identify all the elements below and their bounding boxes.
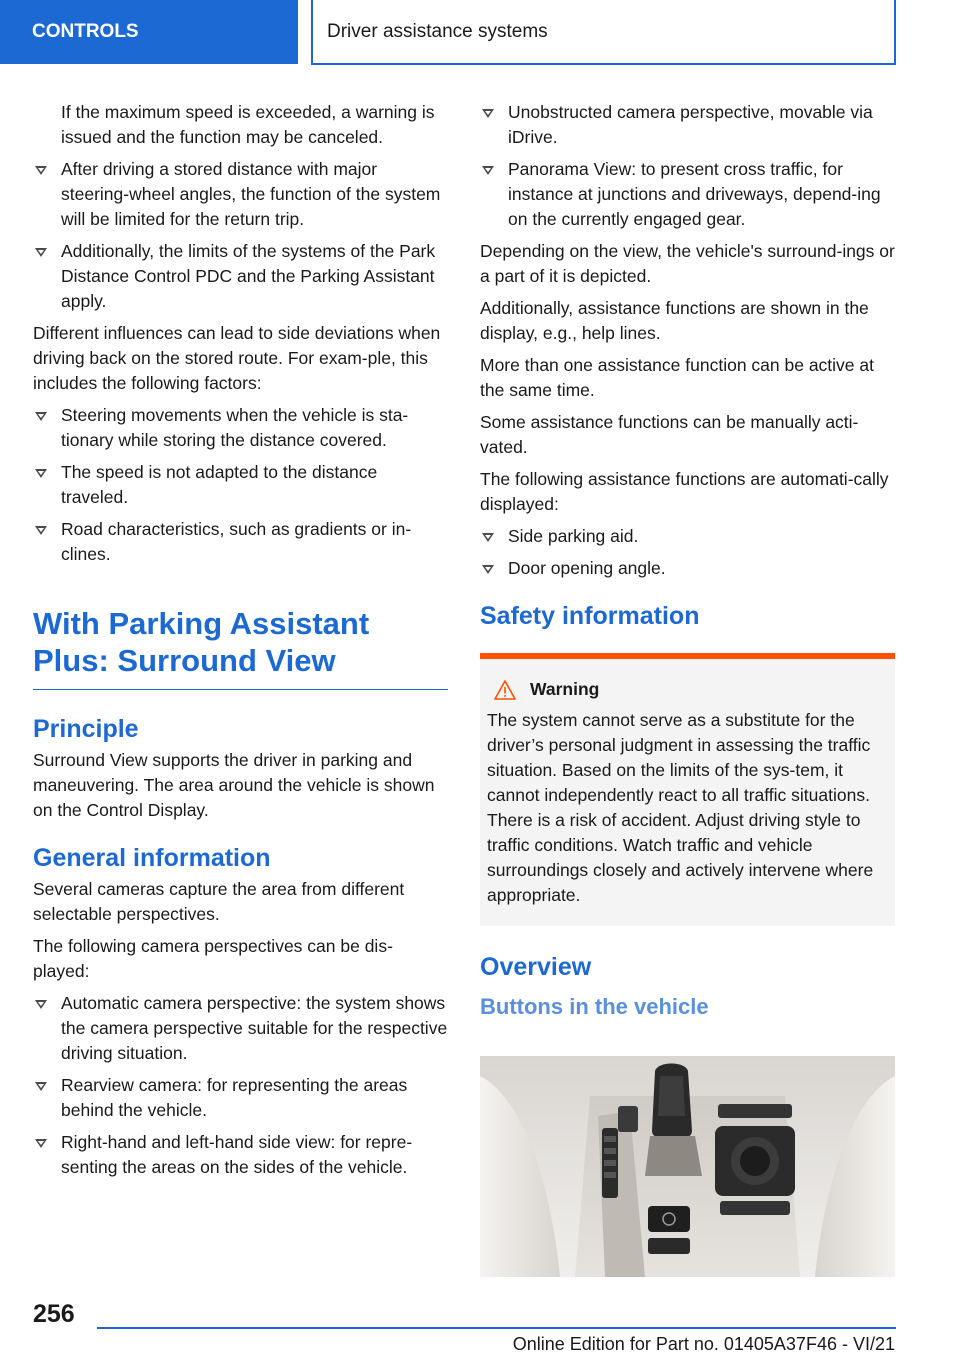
center-console-image (480, 1056, 895, 1277)
bullet-list (33, 403, 448, 567)
triangle-bullet-icon (35, 1000, 47, 1009)
paragraph: The following assistance functions are automati‐cally displayed: (480, 469, 889, 514)
triangle-bullet-icon (35, 166, 47, 175)
page-number: 256 (33, 1300, 75, 1328)
list-item: Road characteristics, such as gradients or in‐clines. (33, 517, 448, 567)
triangle-bullet-icon (482, 109, 494, 118)
warning-box (480, 653, 895, 926)
triangle-bullet-icon (35, 1082, 47, 1091)
center-console-illustration (480, 1056, 895, 1277)
buttons-heading: Buttons in the vehicle (480, 994, 709, 1019)
triangle-bullet-icon (35, 248, 47, 257)
section-tab: CONTROLS (0, 0, 298, 64)
safety-heading: Safety information (480, 602, 700, 630)
triangle-bullet-icon (482, 533, 494, 542)
bullet-list (33, 991, 448, 1180)
bullet-list (33, 157, 448, 314)
paragraph: Several cameras capture the area from different selectable perspectives. (33, 879, 405, 924)
triangle-bullet-icon (35, 469, 47, 478)
chapter-title: Driver assistance systems (311, 0, 896, 65)
triangle-bullet-icon (482, 166, 494, 175)
bullet-list (480, 100, 895, 232)
overview-heading: Overview (480, 953, 592, 981)
section-heading: With Parking Assistant Plus: Surround View (33, 605, 448, 690)
general-info-heading: General information (33, 844, 271, 872)
principle-heading: Principle (33, 715, 139, 743)
triangle-bullet-icon (35, 526, 47, 535)
paragraph: If the maximum speed is exceeded, a warning is issued and the function may be canceled. (61, 102, 435, 147)
list-item: After driving a stored distance with major steering-wheel angles, the function of the system will be limited for the return trip. (33, 157, 448, 232)
warning-text: The system cannot serve as a substitute for the driver’s personal judgment in assessing the traffic situation. Based on the limits of the sys‐tem, it cannot independently react to all traffic situations. There is a risk of accident. Adjust driving style to traffic conditions. Watch traffic and vehicle surroundings closely and actively intervene where appropriate. (487, 710, 874, 905)
paragraph: More than one assistance function can be active at the same time. (480, 355, 874, 400)
list-item: Side parking aid. (480, 524, 895, 549)
triangle-bullet-icon (35, 1139, 47, 1148)
bullet-list (480, 524, 895, 581)
list-item: Door opening angle. (480, 556, 895, 581)
list-item: Rearview camera: for representing the areas behind the vehicle. (33, 1073, 448, 1123)
paragraph: Surround View supports the driver in parking and maneuvering. The area around the vehicle is shown on the Control Display. (33, 750, 435, 820)
list-item: The speed is not adapted to the distance traveled. (33, 460, 448, 510)
right-column (480, 100, 895, 1034)
list-item: Unobstructed camera perspective, movable via iDrive. (480, 100, 895, 150)
paragraph: Different influences can lead to side deviations when driving back on the stored route. For exam‐ple, this includes the following factors: (33, 323, 441, 393)
list-item: Automatic camera perspective: the system shows the camera perspective suitable for the respective driving situation. (33, 991, 448, 1066)
paragraph: The following camera perspectives can be dis‐played: (33, 936, 393, 981)
warning-header (487, 677, 889, 702)
list-item: Panorama View: to present cross traffic, for instance at junctions and driveways, depend‐ing on the currently engaged gear. (480, 157, 895, 232)
paragraph: Additionally, assistance functions are shown in the display, e.g., help lines. (480, 298, 869, 343)
warning-title: Warning (530, 679, 600, 699)
footer-rule (97, 1327, 896, 1329)
list-item: Right-hand and left-hand side view: for repre‐senting the areas on the sides of the vehicle. (33, 1130, 448, 1180)
list-item: Steering movements when the vehicle is sta‐tionary while storing the distance covered. (33, 403, 448, 453)
warning-triangle-icon (494, 680, 516, 700)
edition-footer: Online Edition for Part no. 01405A37F46 - VI/21 (512, 1334, 895, 1354)
paragraph: Some assistance functions can be manually acti‐vated. (480, 412, 859, 457)
paragraph: Depending on the view, the vehicle's surround‐ings or a part of it is depicted. (480, 241, 895, 286)
left-column (33, 100, 448, 1187)
triangle-bullet-icon (35, 412, 47, 421)
list-item: Additionally, the limits of the systems of the Park Distance Control PDC and the Parking Assistant apply. (33, 239, 448, 314)
triangle-bullet-icon (482, 565, 494, 574)
